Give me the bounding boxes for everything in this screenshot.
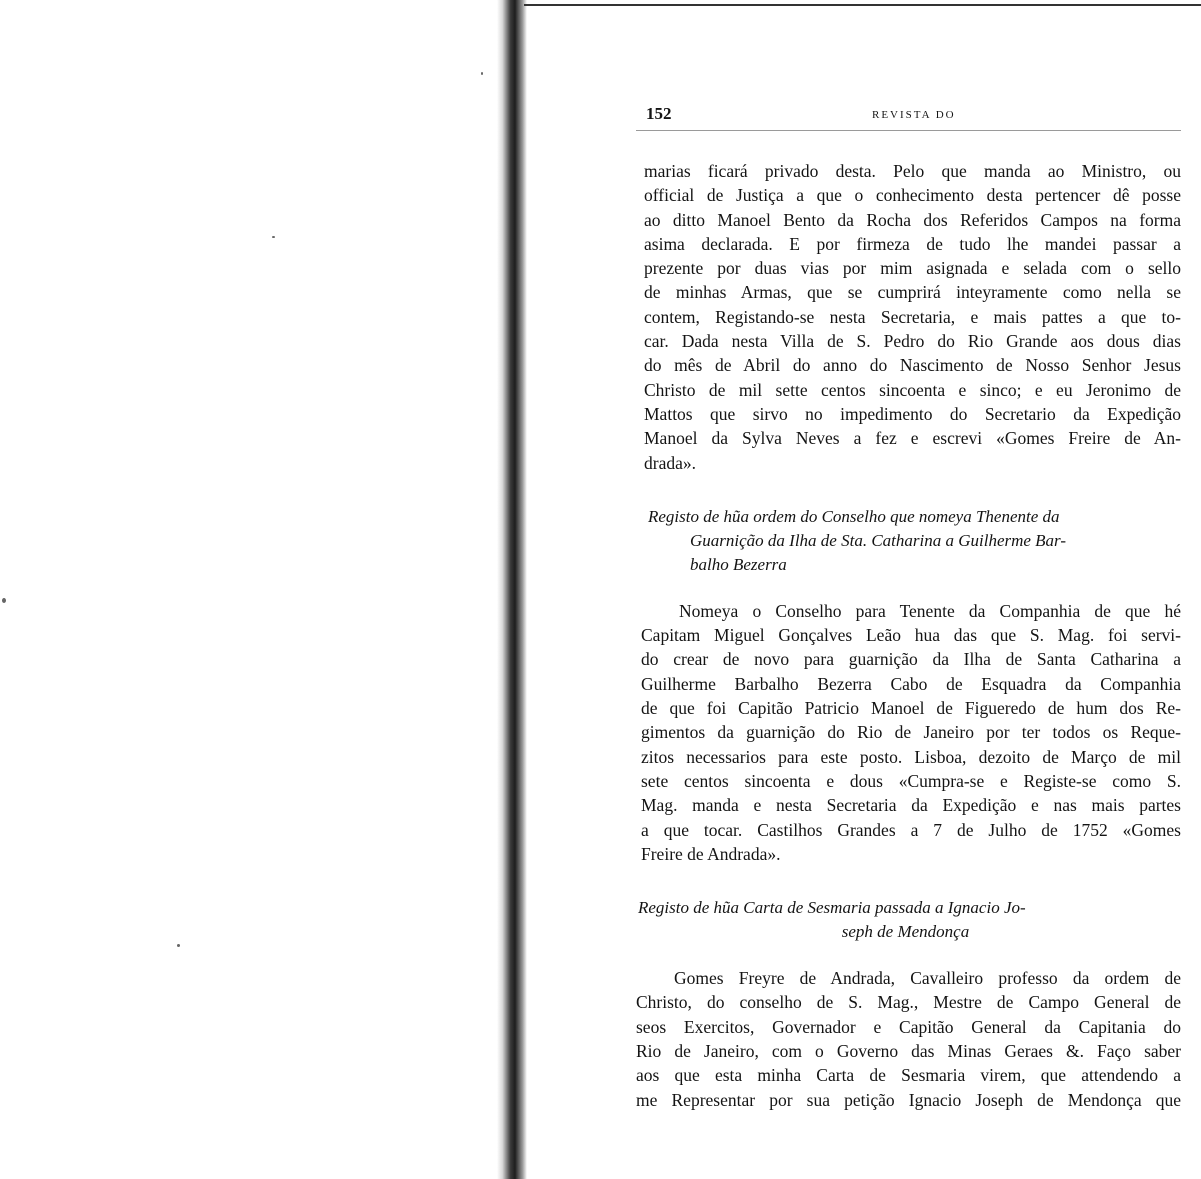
text-line: Manoel da Sylva Neves a fez e escrevi «Gomes Freire de An- [644, 428, 1181, 449]
text-line: contem, Registando-se nesta Secretaria, e mais pattes a que to- [644, 306, 1181, 327]
speck [272, 236, 275, 238]
paragraph-2 [641, 599, 1181, 866]
book-page [636, 100, 1181, 1170]
text-line: asima declarada. E por firmeza de tudo lhe mandei passar a [644, 233, 1181, 254]
section-heading-1 [648, 505, 1181, 577]
heading-line: Registo de hũa Carta de Sesmaria passada a Ignacio Jo- [638, 898, 1026, 918]
text-line: zitos necessarios para este posto. Lisboa, dezoito de Março de mil [641, 746, 1181, 767]
text-line: ao ditto Manoel Bento da Rocha dos Referidos Campos na forma [644, 209, 1181, 230]
text-line: Christo de mil sette centos sincoenta e sinco; e eu Jeronimo de [644, 379, 1181, 400]
text-line: aos que esta minha Carta de Sesmaria virem, que attendendo a [636, 1065, 1181, 1086]
paragraph-3 [636, 966, 1181, 1112]
text-line: car. Dada nesta Villa de S. Pedro do Rio Grande aos dous dias [644, 331, 1181, 352]
page-number: 152 [646, 104, 672, 123]
text-line: marias ficará privado desta. Pelo que manda ao Ministro, ou [644, 161, 1181, 181]
text-line: do mês de Abril do anno do Nascimento de Nosso Senhor Jesus [644, 355, 1181, 376]
section-heading-2 [638, 896, 1181, 944]
running-head [636, 100, 1181, 131]
book-spine [497, 0, 527, 1179]
text-line: Nomeya o Conselho para Tenente da Companhia de que hé [679, 600, 1181, 621]
page-top-edge [524, 4, 1201, 6]
text-line: Gomes Freyre de Andrada, Cavalleiro professo da ordem de [674, 968, 1181, 989]
text-line: Guilherme Barbalho Bezerra Cabo de Esquadra da Companhia [641, 673, 1181, 694]
text-line: Rio de Janeiro, com o Governo das Minas Geraes &. Faço saber [636, 1041, 1181, 1062]
text-line: official de Justiça a que o conhecimento desta pertencer dê posse [644, 185, 1181, 206]
paragraph-1 [644, 159, 1181, 475]
speck [177, 944, 180, 947]
text-line: Mag. manda e nesta Secretaria da Expedição e nas mais partes [641, 795, 1181, 816]
heading-line: seph de Mendonça [841, 922, 970, 942]
text-line: a que tocar. Castilhos Grandes a 7 de Julho de 1752 «Gomes [641, 819, 1181, 840]
speck [481, 72, 483, 75]
speck [2, 598, 6, 603]
heading-line: balho Bezerra [690, 554, 787, 574]
text-line: sete centos sincoenta e dous «Cumpra-se e Registe-se como S. [641, 770, 1181, 791]
text-line: me Representar por sua petição Ignacio Joseph de Mendonça que [636, 1089, 1181, 1110]
text-line: Freire de Andrada». [641, 843, 781, 864]
text-line: de que foi Capitão Patricio Manoel de Figueredo de hum dos Re- [641, 698, 1181, 719]
text-line: drada». [644, 452, 696, 473]
text-line: de minhas Armas, que se cumprirá inteyramente como nella se [644, 282, 1181, 303]
text-line: seos Exercitos, Governador e Capitão General da Capitania do [636, 1016, 1181, 1037]
text-line: gimentos da guarnição do Rio de Janeiro por ter todos os Reque- [641, 722, 1181, 743]
text-line: Christo, do conselho de S. Mag., Mestre de Campo General de [636, 992, 1181, 1013]
text-line: Capitam Miguel Gonçalves Leão hua das que S. Mag. foi servi- [641, 625, 1181, 646]
text-line: do crear de novo para guarnição da Ilha de Santa Catharina a [641, 649, 1181, 670]
heading-line: Guarnição da Ilha de Sta. Catharina a Guilherme Bar- [690, 530, 1066, 550]
text-line: Mattos que sirvo no impedimento do Secretario da Expedição [644, 403, 1181, 424]
running-title: REVISTA DO [872, 109, 956, 121]
heading-line: Registo de hũa ordem do Conselho que nomeya Thenente da [648, 506, 1060, 526]
text-line: prezente por duas vias por mim asignada e selada com o sello [644, 258, 1181, 279]
